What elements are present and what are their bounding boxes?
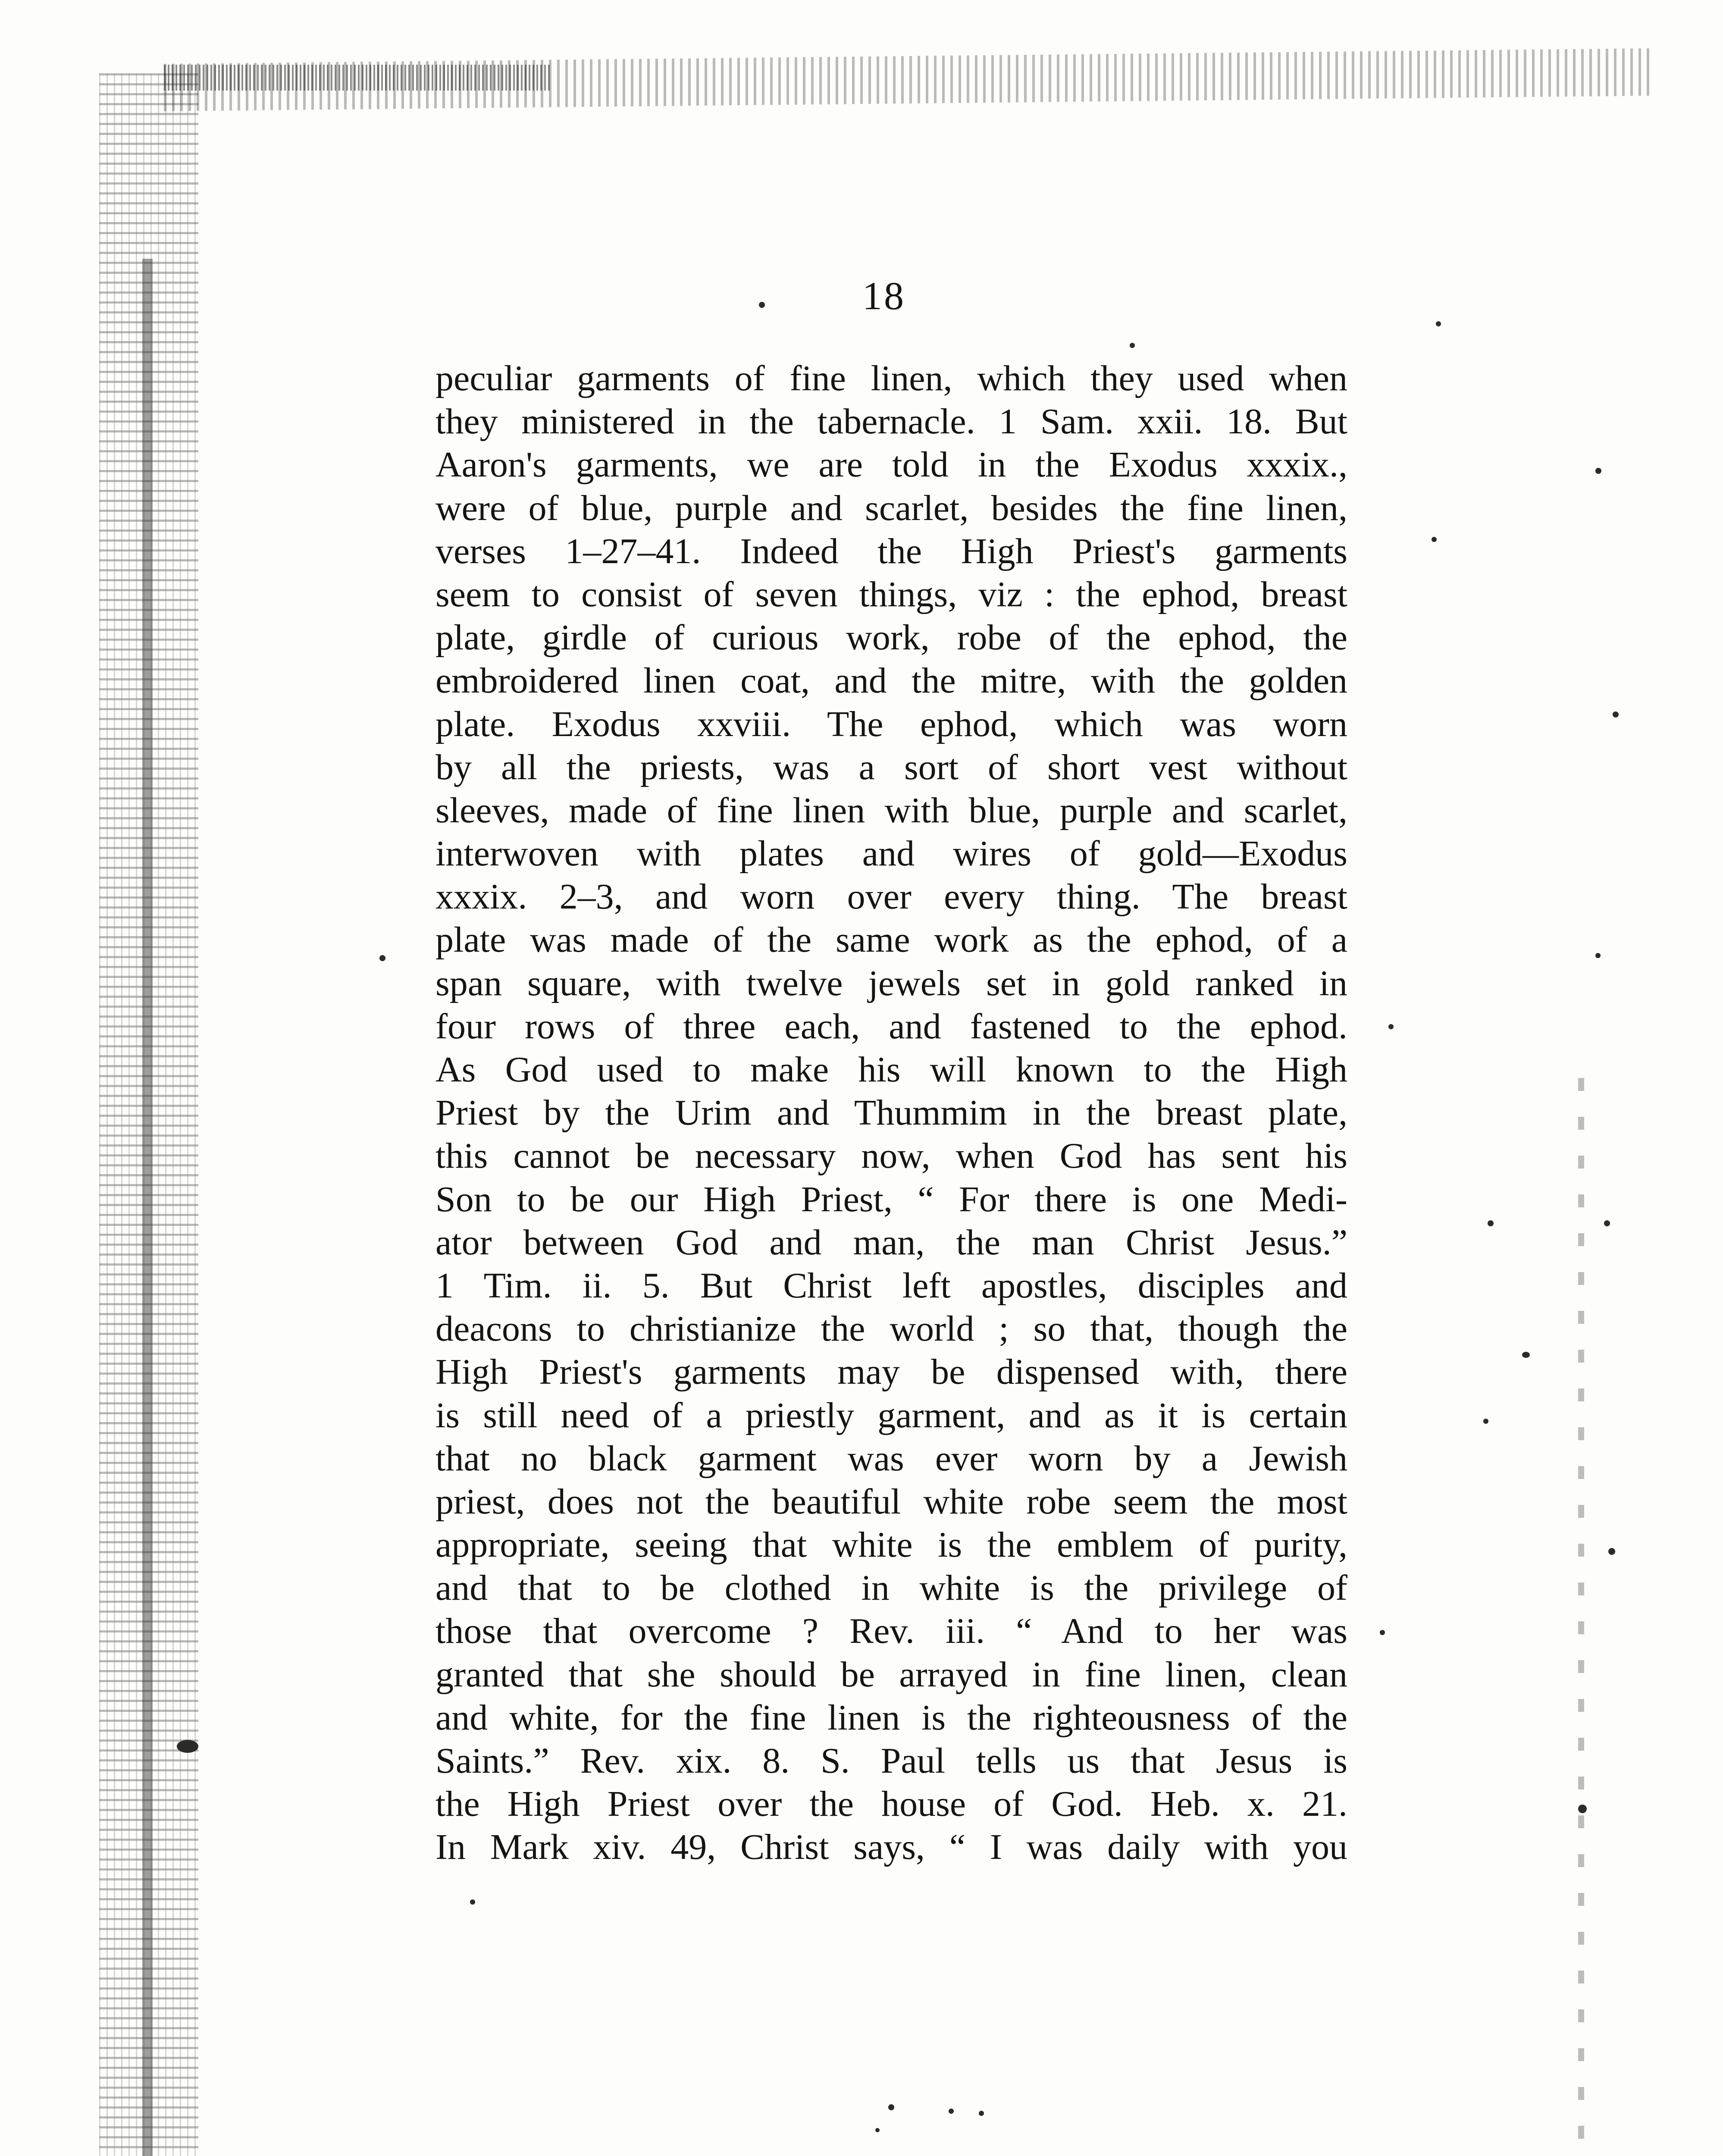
speck <box>1380 1630 1385 1635</box>
text-line: verses 1–27–41. Indeed the High Priest's garments <box>435 531 1347 571</box>
scan-edge-top-shadow <box>164 65 552 91</box>
text-line: Son to be our High Priest, “ For there is one Medi- <box>435 1179 1347 1219</box>
speck <box>1130 343 1135 348</box>
text-line: xxxix. 2–3, and worn over every thing. The breast <box>435 877 1347 917</box>
speck <box>379 955 385 961</box>
text-line: Priest by the Urim and Thummim in the breast plate, <box>435 1093 1347 1133</box>
speck <box>979 2111 984 2116</box>
text-line: granted that she should be arrayed in fine linen, clean <box>435 1654 1347 1695</box>
text-line: they ministered in the tabernacle. 1 Sam. xxii. 18. But <box>435 401 1347 442</box>
text-line: that no black garment was ever worn by a Jewish <box>435 1438 1347 1479</box>
text-line: plate, girdle of curious work, robe of the ephod, the <box>435 617 1347 658</box>
text-line: Saints.” Rev. xix. 8. S. Paul tells us that Jesus is <box>435 1741 1347 1781</box>
text-line: priest, does not the beautiful white robe seem the most <box>435 1481 1347 1522</box>
text-line: sleeves, made of fine linen with blue, purple and scarlet, <box>435 790 1347 830</box>
text-line: appropriate, seeing that white is the emblem of purity, <box>435 1525 1347 1565</box>
speck <box>888 2104 894 2110</box>
page-number: 18 <box>862 274 905 318</box>
text-line: and that to be clothed in white is the privilege of <box>435 1568 1347 1608</box>
speck <box>177 1740 198 1753</box>
speck <box>1578 1805 1587 1813</box>
text-line: and white, for the fine linen is the righteousness of the <box>435 1697 1347 1738</box>
text-line: by all the priests, was a sort of short vest without <box>435 747 1347 787</box>
text-line: Aaron's garments, we are told in the Exodus xxxix., <box>435 445 1347 485</box>
speck <box>1388 1024 1394 1029</box>
speck <box>1436 321 1441 326</box>
text-line: seem to consist of seven things, viz : the ephod, breast <box>435 574 1347 614</box>
text-line: is still need of a priestly garment, and as it is certain <box>435 1395 1347 1435</box>
text-line: those that overcome ? Rev. iii. “ And to her was <box>435 1611 1347 1651</box>
speck <box>759 302 765 308</box>
text-line: In Mark xiv. 49, Christ says, “ I was daily with you <box>435 1827 1347 1868</box>
speck <box>1522 1352 1530 1358</box>
binding-shadow <box>142 259 153 2156</box>
speck <box>1613 711 1619 718</box>
speck <box>875 2128 880 2132</box>
text-line: deacons to christianize the world ; so that, though the <box>435 1309 1347 1349</box>
text-line: 1 Tim. ii. 5. But Christ left apostles, disciples and <box>435 1265 1347 1306</box>
speck <box>470 1899 475 1905</box>
speck <box>949 2109 954 2114</box>
text-line: the High Priest over the house of God. Heb. x. 21. <box>435 1784 1347 1824</box>
text-line: High Priest's garments may be dispensed with, there <box>435 1352 1347 1392</box>
text-line: span square, with twelve jewels set in gold ranked in <box>435 963 1347 1003</box>
text-line: As God used to make his will known to the High <box>435 1050 1347 1090</box>
text-line: were of blue, purple and scarlet, besides the fine linen, <box>435 488 1347 528</box>
text-line: plate was made of the same work as the ephod, of a <box>435 920 1347 960</box>
speck <box>1483 1419 1488 1424</box>
speck <box>1595 468 1601 474</box>
text-line: embroidered linen coat, and the mitre, with the golden <box>435 661 1347 701</box>
speck <box>1488 1220 1494 1226</box>
speck <box>1595 953 1601 958</box>
text-line: peculiar garments of fine linen, which they used when <box>435 358 1347 398</box>
text-line: ator between God and man, the man Christ Jesus.” <box>435 1222 1347 1263</box>
speck <box>1608 1548 1615 1555</box>
text-line: interwoven with plates and wires of gold—Exodus <box>435 834 1347 874</box>
text-line: four rows of three each, and fastened to the ephod. <box>435 1006 1347 1047</box>
text-line: this cannot be necessary now, when God has sent his <box>435 1136 1347 1176</box>
text-line: plate. Exodus xxviii. The ephod, which was worn <box>435 704 1347 744</box>
speck <box>1432 537 1437 542</box>
scan-edge-right <box>1578 1078 1584 2156</box>
body-text <box>435 357 1347 1869</box>
speck <box>1604 1220 1610 1226</box>
